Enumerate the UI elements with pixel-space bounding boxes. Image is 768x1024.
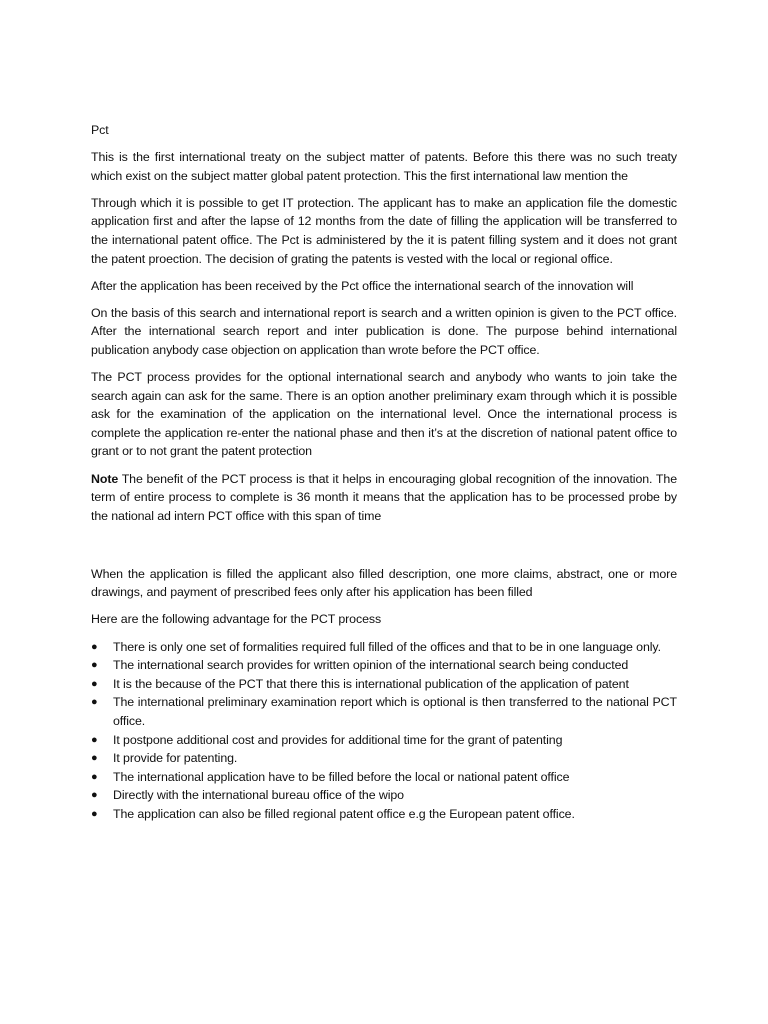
document-title: Pct <box>91 123 109 137</box>
bullet-icon: ● <box>91 807 98 820</box>
spacer <box>91 534 677 565</box>
paragraph-filing: When the application is filled the applicant also filled description, one more claims, abstract, one or more drawings, and payment of prescribed fees only after his application has been filled <box>91 566 677 600</box>
bullet-icon: ● <box>91 770 98 783</box>
bullet-icon: ● <box>91 752 98 765</box>
list-item: ● The application can also be filled regional patent office e.g the European patent office. <box>91 805 677 824</box>
list-item: ● It is the because of the PCT that there this is international publication of the application of patent <box>91 675 677 694</box>
paragraph-intro: This is the first international treaty on the subject matter of patents. Before this there was no such treaty which exist on the subject matter global patent protection. This the first international law mention the <box>91 150 677 183</box>
note-paragraph <box>91 470 677 526</box>
paragraph-protection: Through which it is possible to get IT protection. The applicant has to make an application file the domestic application first and after the lapse of 12 months from the date of filling the application will be transferred to the international patent office. The Pct is administered by the it is patent filling system and it does not grant the patent proection. The decision of grating the patents is vested with the local or regional office. <box>91 195 677 266</box>
bullet-icon: ● <box>91 640 98 653</box>
bullet-icon: ● <box>91 677 98 690</box>
bullet-icon: ● <box>91 789 98 802</box>
list-item: ● It postpone additional cost and provides for additional time for the grant of patenting <box>91 731 677 750</box>
list-item: ● The international application have to be filled before the local or national patent office <box>91 768 677 787</box>
document-body <box>91 121 677 824</box>
advantages-intro: Here are the following advantage for the PCT process <box>91 612 382 627</box>
list-item: ● The international search provides for written opinion of the international search being conducted <box>91 656 677 675</box>
bullet-icon: ● <box>91 659 98 672</box>
list-item: ● There is only one set of formalities required full filled of the offices and that to be in one language only. <box>91 638 677 657</box>
paragraph-process: The PCT process provides for the optional international search and anybody who wants to join take the search again can ask for the same. There is an option another preliminary exam through which it is possible ask for the examination of the application on the international level. Once the international process is complete the application re-enter the national phase and then it’s at the discretion of national patent office to grant or to not grant the patent protection <box>91 370 677 459</box>
paragraph-opinion: On the basis of this search and international report is search and a written opinion is given to the PCT office. After the international search report and inter publication is done. The purpose behind international publication anybody case objection on application than wrote before the PCT office. <box>91 305 677 357</box>
note-text: The benefit of the PCT process is that it helps in encouraging global recognition of the innovation. The term of entire process to complete is 36 month it means that the application has to be processed probe by the national ad intern PCT office with this span of time <box>91 471 677 523</box>
list-item: ● The international preliminary examination report which is optional is then transferred to the national PCT office. <box>91 695 677 728</box>
paragraph-search: After the application has been received by the Pct office the international search of the innovation will <box>91 278 634 293</box>
list-item: ● Directly with the international bureau office of the wipo <box>91 786 677 805</box>
bullet-icon: ● <box>91 733 98 746</box>
bullet-icon: ● <box>91 696 98 709</box>
list-item: ● It provide for patenting. <box>91 749 677 768</box>
note-label: Note <box>91 471 119 486</box>
advantages-list <box>91 638 677 824</box>
